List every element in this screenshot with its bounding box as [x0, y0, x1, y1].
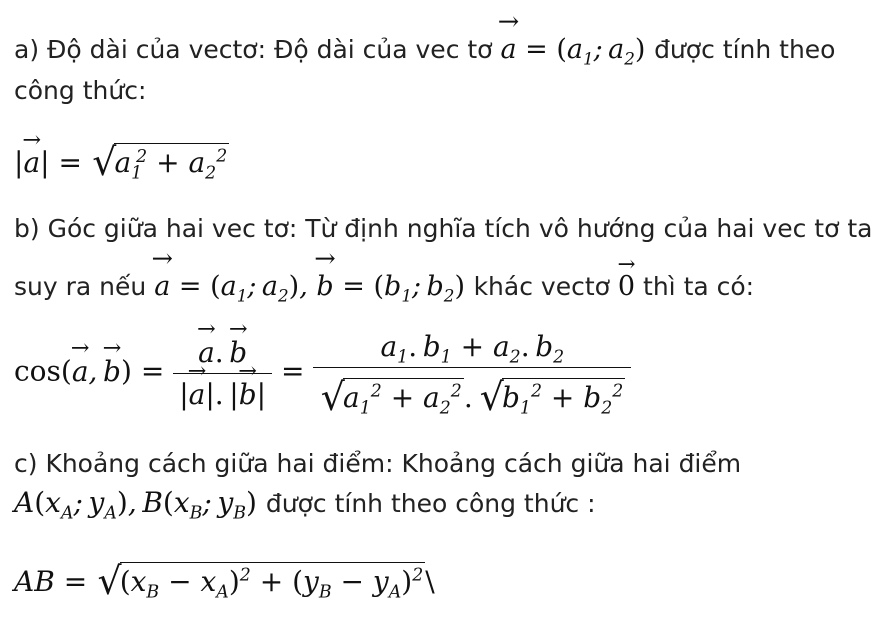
section-a-text-3: công thức: — [14, 76, 147, 105]
vector-a: → a — [70, 335, 90, 388]
section-b-inline-formula: → $a = (a_1$; $a_2$), → $b = (b_1$; $b_2$) — [151, 243, 465, 306]
zero-vector: → 0 — [617, 252, 636, 302]
vector-a: → a — [22, 126, 42, 179]
fraction-dot-over-norms: → a. → b | → a|. | → b| — [173, 336, 272, 411]
section-c-text-1: c) Khoảng cách giữa hai điểm: Khoảng cách giữa hai điểm — [14, 449, 742, 478]
section-a-line-1 — [14, 6, 836, 69]
vector-a: → a — [151, 243, 173, 302]
section-a-line-2 — [14, 76, 146, 105]
section-b-line-2 — [14, 243, 755, 306]
vector-a: → a — [497, 6, 520, 65]
section-a-formula: | → $a| = √a_1^2 + a_2^2$ — [14, 126, 228, 185]
vector-b: → b — [314, 243, 336, 302]
section-a-inline-formula: → $a = (a_1$; $a_2$) — [497, 6, 646, 69]
section-b-text-2: suy ra nếu — [14, 272, 147, 301]
sqrt: $√a_1^2 + a_2^2$ — [92, 140, 228, 185]
section-b-text-4: thì ta có: — [643, 272, 755, 301]
section-c-line-1 — [14, 449, 741, 478]
section-a-text-1: a) Độ dài của vectơ: Độ dài của vec tơ — [14, 35, 493, 64]
section-c-text-2: được tính theo công thức : — [265, 489, 596, 518]
vector-b: → b — [102, 335, 122, 388]
section-b-text-3: khác vectơ — [473, 272, 610, 301]
sqrt: $√(x_B - x_A)^2 + (y_B - y_A)^2$ — [97, 559, 424, 604]
section-b-text-1: b) Góc giữa hai vec tơ: Từ định nghĩa tích vô hướng của hai vec tơ ta — [14, 214, 873, 243]
section-b-line-1 — [14, 214, 872, 243]
section-c-inline-formula: $A(x_A$; $y_A$), $B(x_B$; $y_B$) — [14, 486, 257, 524]
section-b-formula: cos( → a, → b) = → a. → b | → a|. | → b| = $\frac{a_1. b_1 + a_2. b_2}{√a_1^2 + a_2^2. √b_1^2 + b_2^2}$ — [14, 330, 631, 416]
fraction-components: $\frac{a_1. b_1 + a_2. b_2}{√a_1^2 + a_2^2. √b_1^2 + b_2^2}$ — [313, 330, 631, 416]
section-c-line-2 — [14, 486, 596, 524]
section-c-formula: AB = $√(x_B - x_A)^2 + (y_B$ − $y_A)^2\backslash$ — [14, 556, 435, 600]
section-a-text-2: được tính theo — [654, 35, 836, 64]
